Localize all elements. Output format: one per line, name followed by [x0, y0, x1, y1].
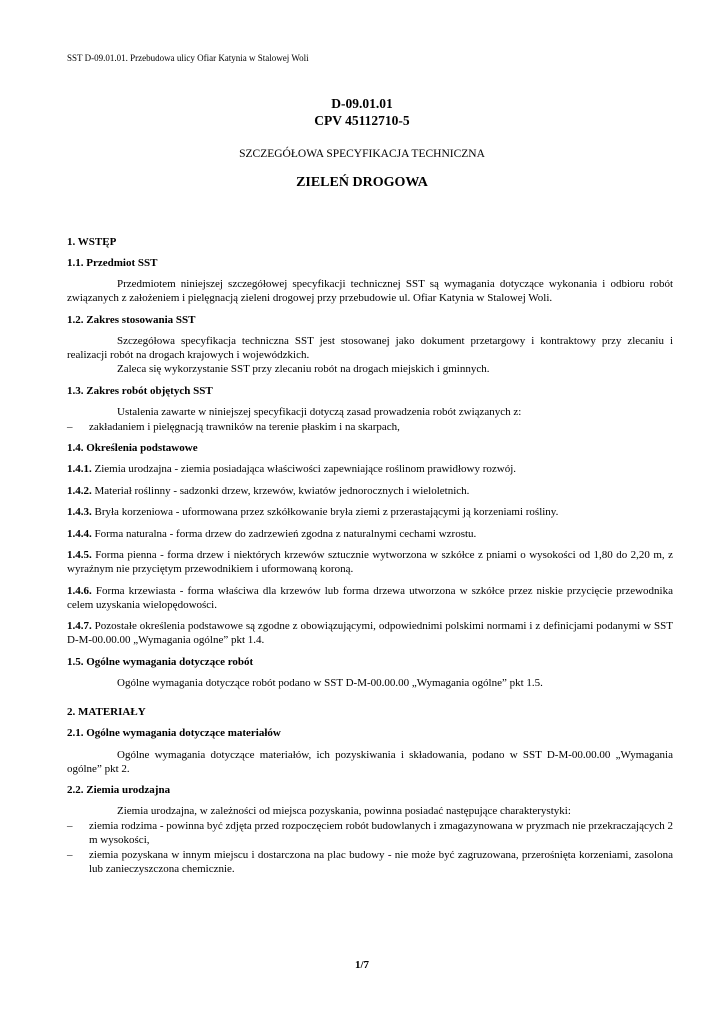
list-item-text: ziemia pozyskana w innym miejscu i dostarczona na plac budowy - nie może być zagruzowana, przerośnięta korzeniami, zasolona lub zanieczyszczona chemicznie.: [89, 849, 673, 875]
definition-1-4-4: [67, 527, 673, 541]
list-item: [67, 819, 673, 847]
section-1-1-text: Przedmiotem niniejszej szczegółowej specyfikacji technicznej SST są wymagania dotyczące wykonania i odbioru robót związanych z założeniem i pielęgnacją zieleni drogowej przy przebudowie ul. Ofiar Katynia w Stalowej Woli.: [67, 278, 673, 304]
definition-number: 1.4.2.: [67, 485, 92, 497]
definition-text: Forma naturalna - forma drzew do zadrzewień zgodna z naturalnymi cechami wzrostu.: [91, 528, 477, 540]
section-1-3-text: Ustalenia zawarte w niniejszej specyfikacji dotyczą zasad prowadzenia robót związanych z:: [117, 406, 522, 418]
definition-text: Forma pienna - forma drzew i niektórych krzewów sztucznie wytworzona w szkółce z pniami o wysokości od 1,80 do 2,20 m, z wyraźnym nie przyciętym przewodnikiem i uformowaną koroną.: [67, 549, 673, 575]
definition-text: Bryła korzeniowa - uformowana przez szkółkowanie bryła ziemi z przerastającymi ją korzeniami rośliny.: [91, 506, 559, 518]
document-title: ZIELEŃ DROGOWA: [296, 175, 428, 190]
definition-text: Ziemia urodzajna - ziemia posiadająca właściwości zapewniające roślinom prawidłowy rozwój.: [91, 463, 517, 475]
section-1-2-heading: 1.2. Zakres stosowania SST: [67, 314, 196, 326]
section-1-3-heading: 1.3. Zakres robót objętych SST: [67, 385, 213, 397]
page-number: 1/7: [354, 959, 370, 971]
section-2-1-text: Ogólne wymagania dotyczące materiałów, ich pozyskiwania i składowania, podano w SST D-M-00.00.00 „Wymagania ogólne” pkt 2.: [67, 749, 673, 775]
list-item: [67, 420, 673, 434]
section-1-1-heading: 1.1. Przedmiot SST: [67, 257, 158, 269]
definition-1-4-1: [67, 462, 673, 476]
list-item-text: zakładaniem i pielęgnacją trawników na terenie płaskim i na skarpach,: [89, 421, 400, 433]
definition-number: 1.4.1.: [67, 463, 92, 475]
cpv-code: CPV 45112710-5: [314, 113, 410, 128]
list-item-text: ziemia rodzima - powinna być zdjęta przed rozpoczęciem robót budowlanych i zmagazynowana w pryzmach nie przekraczających 2 m wysokości,: [89, 820, 673, 846]
definition-1-4-5: [67, 548, 673, 576]
definition-number: 1.4.7.: [67, 620, 92, 632]
definition-1-4-3: [67, 505, 673, 519]
definition-number: 1.4.3.: [67, 506, 92, 518]
spec-code: D-09.01.01: [331, 96, 393, 111]
section-2-2-heading: 2.2. Ziemia urodzajna: [67, 784, 171, 796]
dash-bullet: –: [67, 820, 73, 832]
running-header: SST D-09.01.01. Przebudowa ulicy Ofiar Katynia w Stalowej Woli: [67, 53, 309, 63]
dash-bullet: –: [67, 849, 73, 861]
section-1-2-text-1: Szczegółowa specyfikacja techniczna SST jest stosowanej jako dokument przetargowy i kontraktowy przy zlecaniu i realizacji robót na drogach krajowych i wojewódzkich.: [67, 335, 673, 361]
section-1-4-heading: 1.4. Określenia podstawowe: [67, 442, 198, 454]
section-1-5-heading: 1.5. Ogólne wymagania dotyczące robót: [67, 656, 254, 668]
definition-text: Materiał roślinny - sadzonki drzew, krzewów, kwiatów jednorocznych i wieloletnich.: [91, 485, 470, 497]
section-2-heading: 2. MATERIAŁY: [67, 706, 146, 718]
section-1-heading: 1. WSTĘP: [67, 236, 117, 248]
definition-1-4-2: [67, 484, 673, 498]
dash-bullet: –: [67, 421, 73, 433]
section-1-2-text-2: Zaleca się wykorzystanie SST przy zlecaniu robót na drogach miejskich i gminnych.: [117, 363, 490, 375]
list-item: [67, 848, 673, 876]
section-1-5-text: Ogólne wymagania dotyczące robót podano w SST D-M-00.00.00 „Wymagania ogólne” pkt 1.5.: [117, 677, 543, 689]
section-2-2-text: Ziemia urodzajna, w zależności od miejsca pozyskania, powinna posiadać następujące charakterystyki:: [117, 805, 571, 817]
definition-number: 1.4.4.: [67, 528, 92, 540]
definition-number: 1.4.6.: [67, 585, 92, 597]
definition-number: 1.4.5.: [67, 549, 92, 561]
section-2-1-heading: 2.1. Ogólne wymagania dotyczące materiałów: [67, 727, 281, 739]
spec-type: SZCZEGÓŁOWA SPECYFIKACJA TECHNICZNA: [239, 148, 485, 160]
definition-1-4-6: [67, 584, 673, 612]
definition-text: Pozostałe określenia podstawowe są zgodne z obowiązującymi, odpowiednimi polskimi normami i z definicjami podanymi w SST D-M-00.00.00 „Wymagania ogólne” pkt 1.4.: [67, 620, 673, 646]
definition-1-4-7: [67, 619, 673, 647]
definition-text: Forma krzewiasta - forma właściwa dla krzewów lub forma drzewa utworzona w szkółce przez niskie przycięcie przewodnika celem uzyskania wielopędowości.: [67, 585, 673, 611]
